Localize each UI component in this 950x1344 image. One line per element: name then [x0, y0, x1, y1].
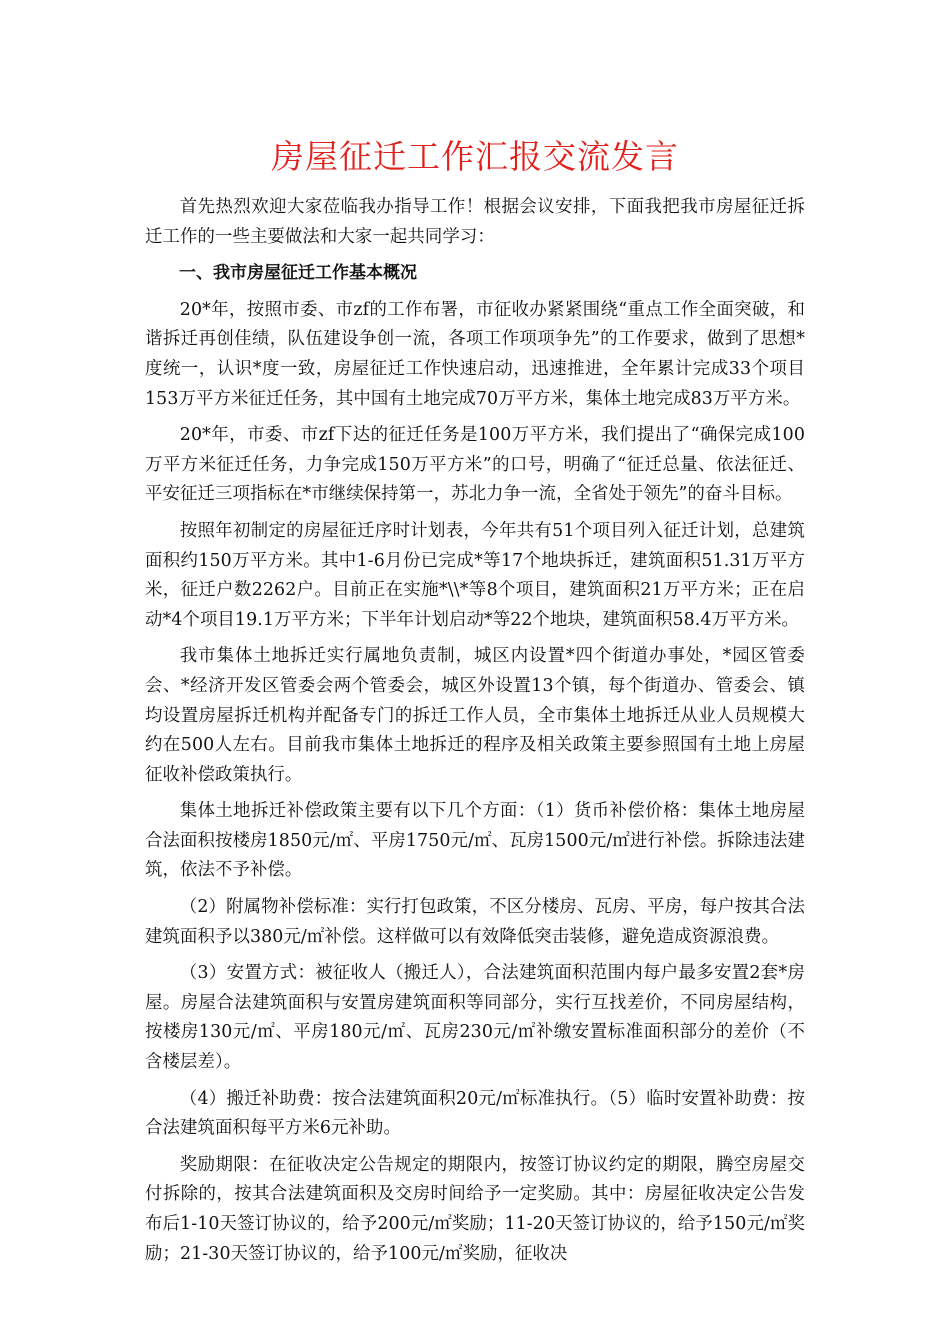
body-paragraph: （3）安置方式：被征收人（搬迁人），合法建筑面积范围内每户最多安置2套*房屋。房屋合法建筑面积与安置房建筑面积等同部分，实行互找差价，不同房屋结构，按楼房130元/㎡、平房180元/㎡、瓦房230元/㎡补缴安置标准面积部分的差价（不含楼层差）。: [145, 963, 805, 1073]
body-paragraph: 按照年初制定的房屋征迁序时计划表，今年共有51个项目列入征迁计划，总建筑面积约150万平方米。其中1-6月份已完成*等17个地块拆迁，建筑面积51.31万平方米，征迁户数2262户。目前正在实施*\\*等8个项目，建筑面积21万平方米；正在启动*4个项目19.1万平方米；下半年计划启动*等22个地块，建筑面积58.4万平方米。: [145, 520, 805, 630]
body-paragraph: 我市集体土地拆迁实行属地负责制，城区内设置*四个街道办事处，*园区管委会、*经济开发区管委会两个管委会，城区外设置13个镇，每个街道办、管委会、镇均设置房屋拆迁机构并配备专门的拆迁工作人员，全市集体土地拆迁从业人员规模大约在500人左右。目前我市集体土地拆迁的程序及相关政策主要参照国有土地上房屋征收补偿政策执行。: [145, 646, 805, 785]
document-body: [145, 135, 805, 1276]
intro-paragraph: 首先热烈欢迎大家莅临我办指导工作！根据会议安排，下面我把我市房屋征迁拆迁工作的一些主要做法和大家一起共同学习：: [145, 197, 805, 247]
section-heading: 一、我市房屋征迁工作基本概况: [179, 263, 417, 284]
body-paragraph: （2）附属物补偿标准：实行打包政策，不区分楼房、瓦房、平房，每户按其合法建筑面积予以380元/㎡补偿。这样做可以有效降低突击装修，避免造成资源浪费。: [145, 897, 805, 947]
body-paragraph: （4）搬迁补助费：按合法建筑面积20元/㎡标准执行。（5）临时安置补助费：按合法建筑面积每平方米6元补助。: [145, 1088, 805, 1139]
body-paragraph: 20*年，按照市委、市zf的工作布署，市征收办紧紧围绕“重点工作全面突破，和谐拆迁再创佳绩，队伍建设争创一流，各项工作项项争先”的工作要求，做到了思想*度统一，认识*度一致，房屋征迁工作快速启动，迅速推进，全年累计完成33个项目153万平方米征迁任务，其中国有土地完成70万平方米，集体土地完成83万平方米。: [145, 299, 805, 409]
body-paragraph: 20*年，市委、市zf下达的征迁任务是100万平方米，我们提出了“确保完成100万平方米征迁任务，力争完成150万平方米”的口号，明确了“征迁总量、依法征迁、平安征迁三项指标在*市继续保持第一，苏北力争一流，全省处于领先”的奋斗目标。: [145, 425, 805, 505]
body-paragraph: 奖励期限：在征收决定公告规定的期限内，按签订协议约定的期限，腾空房屋交付拆除的，按其合法建筑面积及交房时间给予一定奖励。其中：房屋征收决定公告发布后1-10天签订协议的，给予200元/㎡奖励；11-20天签订协议的，给予150元/㎡奖励；21-30天签订协议的，给予100元/㎡奖励，征收决: [145, 1154, 805, 1264]
body-paragraph: 集体土地拆迁补偿政策主要有以下几个方面：（1）货币补偿价格：集体土地房屋合法面积按楼房1850元/㎡、平房1750元/㎡、瓦房1500元/㎡进行补偿。拆除违法建筑，依法不予补偿。: [145, 801, 805, 881]
document-title: 房屋征迁工作汇报交流发言: [271, 137, 679, 176]
